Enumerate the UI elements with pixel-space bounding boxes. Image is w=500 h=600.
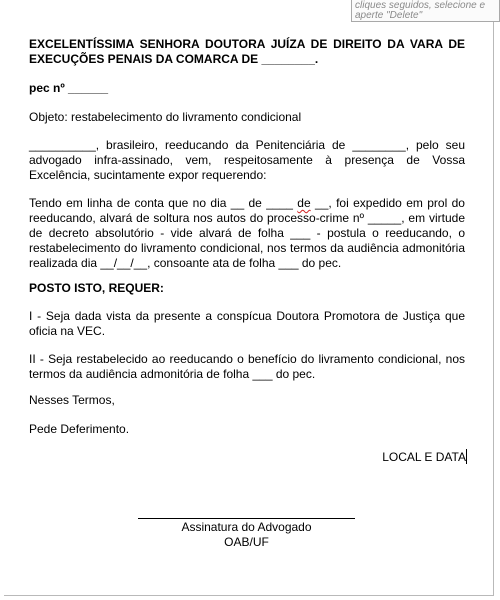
oab-label: OAB/UF (224, 535, 269, 549)
facts-text-start: Tendo em linha de conta que no dia __ de ____ (29, 196, 298, 210)
tooltip-line-2: aperte "Delete" (355, 10, 423, 21)
facts-text-end: __, foi expedido em prol do reeducando, alvará de soltura nos autos do processo-crime nº _____, em virtude de decreto absolutório - vide alvará de folha ___ - postula o reeducando, o restabelecimento do livramento condicional, nos termos da audiência admonitória realizada dia __/__/__, consoante ata de folha ___ do pec. (29, 196, 465, 270)
document-heading: EXCELENTÍSSIMA SENHORA DOUTORA JUÍZA DE DIREITO DA VARA DE EXECUÇÕES PENAIS DA COMARCA DE ________. (29, 37, 465, 66)
signature-line (138, 518, 355, 519)
request-item-1: I - Seja dada vista da presente a conspícua Doutora Promotora de Justiça que oficia na VEC. (29, 309, 465, 338)
spellcheck-word: de (297, 196, 311, 210)
closing-request: Pede Deferimento. (29, 422, 130, 436)
signature-label: Assinatura do Advogado (181, 520, 312, 534)
closing-terms: Nesses Termos, (29, 393, 115, 407)
request-heading: POSTO ISTO, REQUER: (29, 281, 164, 295)
facts-paragraph (29, 196, 465, 271)
tooltip-line-1: cliques seguidos, selecione e (355, 0, 486, 11)
help-tooltip (351, 0, 500, 22)
subject-line: Objeto: restabelecimento do livramento condicional (29, 110, 302, 124)
place-and-date[interactable]: LOCAL E DATA (382, 450, 466, 464)
request-item-2: II - Seja restabelecido ao reeducando o benefício do livramento condicional, nos termos da audiência admonitória de folha ___ do pec. (29, 352, 465, 381)
signature-block (138, 520, 355, 550)
text-cursor (466, 449, 467, 464)
pec-number: pec nº ______ (29, 81, 109, 95)
intro-paragraph: __________, brasileiro, reeducando da Penitenciária de ________, pelo seu advogado infra-assinado, vem, respeitosamente à presença de Vossa Excelência, sucintamente expor requerendo: (29, 138, 465, 182)
